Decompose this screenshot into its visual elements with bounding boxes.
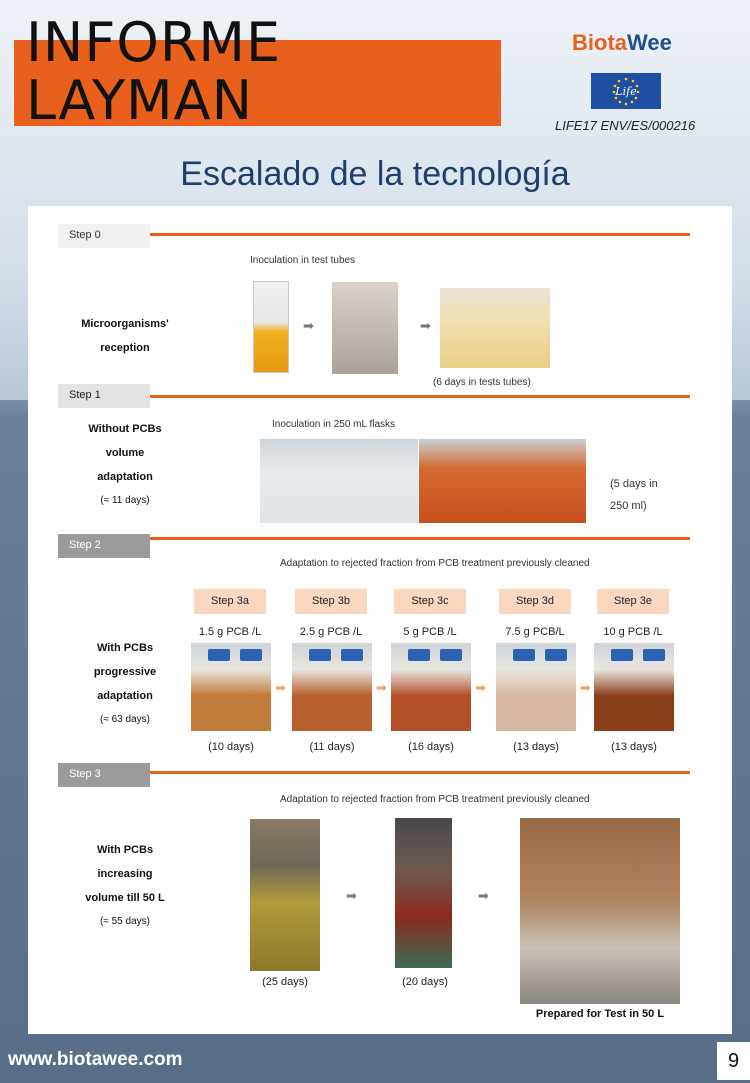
bottle-cap bbox=[341, 649, 363, 661]
bottle-cap bbox=[440, 649, 462, 661]
bottle-cap bbox=[643, 649, 665, 661]
arrow-icon: ➡ bbox=[376, 680, 387, 695]
substep-tag: Step 3e bbox=[597, 589, 669, 614]
substep-concentration: 7.5 g PCB/L bbox=[505, 626, 565, 638]
svg-text:Life: Life bbox=[615, 85, 637, 98]
arrow-icon: ➡ bbox=[275, 680, 286, 695]
arrow-icon: ➡ bbox=[478, 888, 489, 903]
50l-reactor-photo bbox=[520, 818, 680, 1004]
bottle-cap bbox=[545, 649, 567, 661]
substep-tag: Step 3c bbox=[394, 589, 466, 614]
step-3-caption: Adaptation to rejected fraction from PCB treatment previously cleaned bbox=[280, 794, 590, 805]
step-0-rule bbox=[150, 233, 690, 236]
bottle-cap bbox=[408, 649, 430, 661]
bottle-cap bbox=[513, 649, 535, 661]
page-title bbox=[26, 11, 282, 132]
step-3-days-a: (25 days) bbox=[262, 976, 308, 988]
substep-tag: Step 3d bbox=[499, 589, 571, 614]
arrow-icon: ➡ bbox=[420, 318, 431, 333]
title-line-1: INFORME bbox=[26, 11, 282, 74]
step-0-side-label: Microorganisms' reception bbox=[81, 318, 169, 354]
eu-life-flag-icon bbox=[591, 73, 661, 109]
substep-days: (13 days) bbox=[611, 741, 657, 753]
substep-days: (10 days) bbox=[208, 741, 254, 753]
bottle-cap bbox=[611, 649, 633, 661]
substep-days: (16 days) bbox=[408, 741, 454, 753]
large-bottle-photo bbox=[250, 819, 320, 971]
step-0-caption: Inoculation in test tubes bbox=[250, 255, 356, 266]
step-3-days-b: (20 days) bbox=[402, 976, 448, 988]
substep-flasks-photo bbox=[292, 643, 372, 731]
step-1-side-label: Without PCBs volume adaptation (≈ 11 days) bbox=[88, 423, 162, 506]
incubated-tubes-photo bbox=[440, 288, 550, 368]
arrow-icon: ➡ bbox=[303, 318, 314, 333]
substep-flasks-photo bbox=[391, 643, 471, 731]
step-2-label: Step 2 bbox=[58, 534, 150, 558]
arrow-icon: ➡ bbox=[475, 680, 486, 695]
step-0-duration: (6 days in tests tubes) bbox=[433, 377, 531, 388]
step-1-label: Step 1 bbox=[58, 384, 150, 408]
step-2-side-label: With PCBs progressive adaptation (≈ 63 days) bbox=[93, 642, 157, 725]
substep-concentration: 2.5 g PCB /L bbox=[299, 626, 363, 638]
substep-tag: Step 3a bbox=[194, 589, 266, 614]
biotawee-logo bbox=[572, 30, 672, 56]
substep-days: (11 days) bbox=[309, 741, 355, 753]
final-stage-label: Prepared for Test in 50 L bbox=[535, 1008, 665, 1020]
bottle-cap bbox=[240, 649, 262, 661]
process-diagram-card bbox=[28, 206, 732, 1034]
substep-flasks-photo bbox=[496, 643, 576, 731]
substep-concentration: 5 g PCB /L bbox=[403, 626, 457, 638]
bottle-cap bbox=[309, 649, 331, 661]
step-1-rule bbox=[150, 395, 690, 398]
substep-concentration: 1.5 g PCB /L bbox=[198, 626, 262, 638]
logo-part-2: Wee bbox=[627, 30, 672, 55]
step-3-side-label: With PCBs increasing volume till 50 L (≈ 55 days) bbox=[85, 844, 165, 927]
substep-concentration: 10 g PCB /L bbox=[603, 626, 663, 638]
orange-flasks-photo bbox=[419, 439, 586, 523]
substep-days: (13 days) bbox=[513, 741, 559, 753]
substep-flasks-photo bbox=[191, 643, 271, 731]
step-3-label: Step 3 bbox=[58, 763, 150, 787]
page-number: 9 bbox=[717, 1042, 750, 1080]
website-link[interactable]: www.biotawee.com bbox=[8, 1049, 183, 1070]
clear-flasks-photo bbox=[260, 439, 418, 523]
step-1-duration: (5 days in 250 ml) bbox=[610, 478, 658, 512]
substep-tag: Step 3b bbox=[295, 589, 367, 614]
substep-flasks-photo bbox=[594, 643, 674, 731]
bioreactor-photo bbox=[395, 818, 452, 968]
step-3-rule bbox=[150, 771, 690, 774]
logo-part-1: Biota bbox=[572, 30, 627, 55]
test-tube-photo bbox=[253, 281, 289, 373]
section-subtitle: Escalado de la tecnología bbox=[180, 155, 570, 193]
step-0-label: Step 0 bbox=[58, 224, 150, 248]
project-code: LIFE17 ENV/ES/000216 bbox=[555, 118, 696, 133]
step-2-caption: Adaptation to rejected fraction from PCB treatment previously cleaned bbox=[280, 558, 590, 569]
arrow-icon: ➡ bbox=[580, 680, 591, 695]
step-1-caption: Inoculation in 250 mL flasks bbox=[272, 419, 396, 430]
step-2-rule bbox=[150, 537, 690, 540]
title-line-2: LAYMAN bbox=[26, 69, 253, 132]
bottle-cap bbox=[208, 649, 230, 661]
arrow-icon: ➡ bbox=[346, 888, 357, 903]
tube-rack-photo bbox=[332, 282, 398, 374]
